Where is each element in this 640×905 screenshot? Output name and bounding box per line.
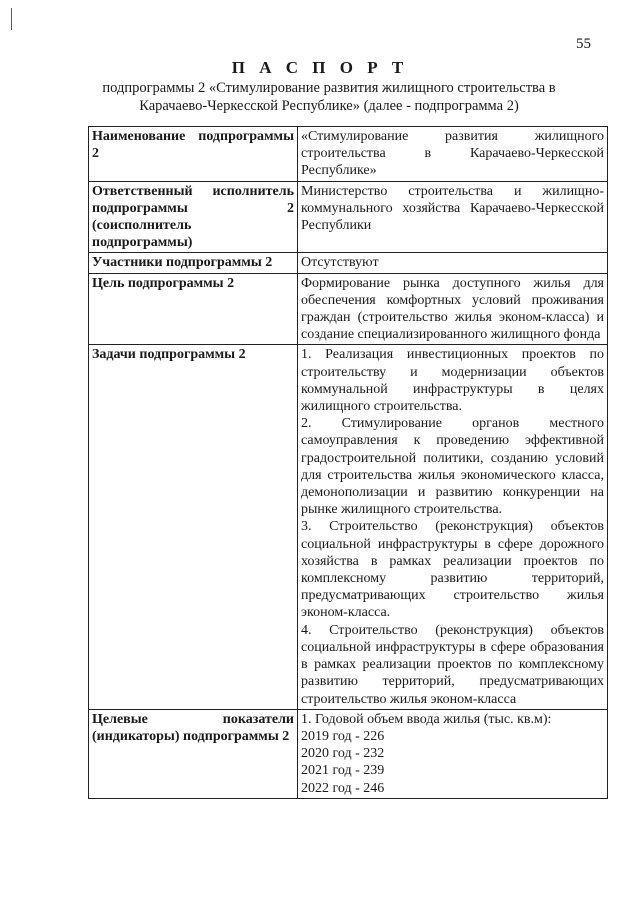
table-row: [89, 273, 608, 345]
document-title: П А С П О Р Т: [231, 58, 409, 77]
indicator-line: 2019 год - 226: [301, 728, 385, 744]
row-label: Участники подпрограммы 2: [89, 253, 298, 273]
row-value: Министерство строительства и жилищно-коммунального хозяйства Карачаево-Черкесской Республики: [298, 181, 608, 253]
table-row: [89, 345, 608, 709]
margin-mark: [11, 8, 12, 30]
table-row: [89, 253, 608, 273]
indicator-line: 2021 год - 239: [301, 763, 385, 779]
row-label: Цель подпрограммы 2: [89, 273, 298, 345]
page-number: 55: [576, 36, 591, 52]
indicators-cell: [298, 709, 608, 798]
task-item: 1. Реализация инвестиционных проектов по строительству и модернизации объектов коммунальной инфраструктуры в целях жилищного строительства.: [301, 347, 604, 415]
indicator-line: 2022 год - 246: [301, 780, 385, 796]
task-item: 3. Строительство (реконструкция) объектов социальной инфраструктуры в сфере дорожного хозяйства в рамках реализации проектов по комплексному развитию территорий, предусматривающих строительство жилья эконом-класса.: [301, 519, 604, 621]
row-label: Наименование подпрограммы 2: [89, 127, 298, 182]
row-value: Отсутствуют: [298, 253, 608, 273]
table-row: [89, 127, 608, 182]
table-row: [89, 181, 608, 253]
document-subtitle: подпрограммы 2 «Стимулирование развития жилищного строительства в Карачаево-Черкесской Республике» (далее - подпрограмма 2): [102, 80, 556, 114]
passport-table: [88, 126, 608, 799]
table-row: [89, 709, 608, 798]
row-label: Целевые показатели (индикаторы) подпрограммы 2: [89, 709, 298, 798]
indicator-line: 2020 год - 232: [301, 746, 385, 762]
indicator-line: 1. Годовой объем ввода жилья (тыс. кв.м):: [301, 711, 552, 727]
task-item: 4. Строительство (реконструкция) объектов социальной инфраструктуры в сфере образования в рамках реализации проектов по комплексному развитию территорий, предусматривающих строительство жилья эконом-класса: [301, 622, 604, 707]
task-item: 2. Стимулирование органов местного самоуправления к проведению эффективной градостроительной политики, созданию условий для строительства жилья экономического класса, демонополизации и развитию конкуренции на рынке жилищного строительства.: [301, 416, 604, 518]
tasks-cell: [298, 345, 608, 709]
row-label: Ответственный исполнитель подпрограммы 2 (соисполнитель подпрограммы): [89, 181, 298, 253]
row-label: Задачи подпрограммы 2: [89, 345, 298, 709]
row-value: «Стимулирование развития жилищного строительства в Карачаево-Черкесской Республике»: [298, 127, 608, 182]
row-value: Формирование рынка доступного жилья для обеспечения комфортных условий проживания граждан (строительство жилья эконом-класса) и создание специализированного жилищного фонда: [298, 273, 608, 345]
